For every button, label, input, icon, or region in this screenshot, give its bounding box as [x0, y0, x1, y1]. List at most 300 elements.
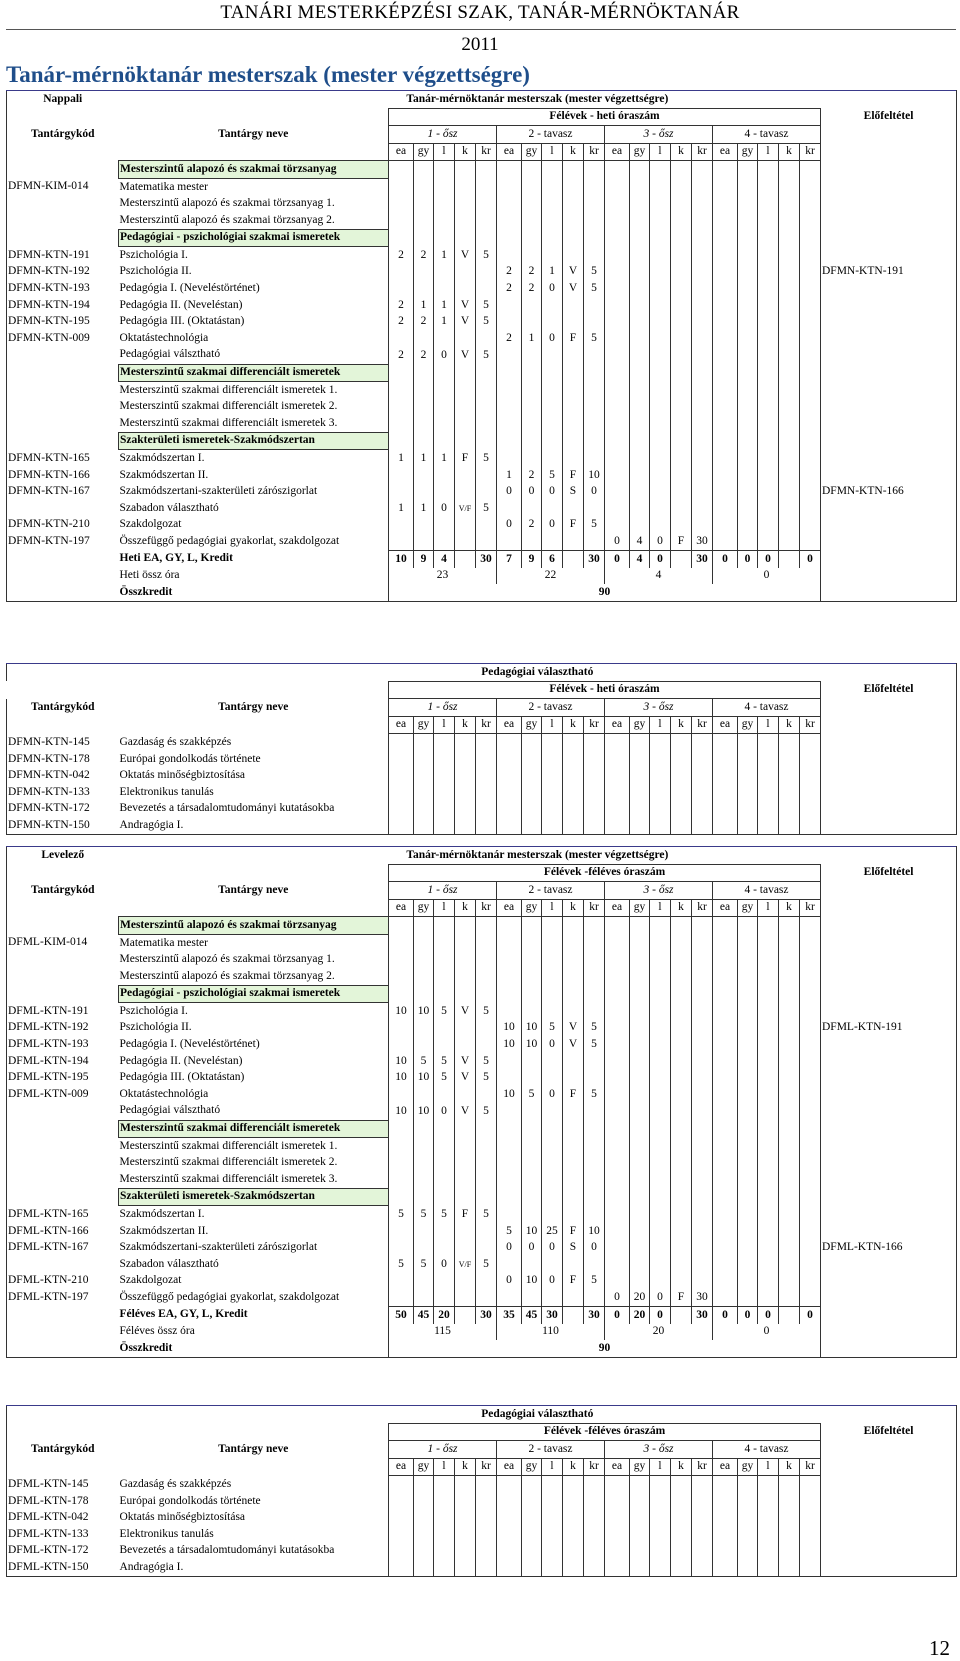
hours-cell — [713, 1188, 738, 1206]
hours-cell — [542, 364, 563, 382]
course-name: Bevezetés a társadalomtudományi kutatásokba — [119, 1544, 335, 1557]
hours-cell: 7 — [497, 551, 522, 568]
hours-cell — [434, 1086, 455, 1103]
hours-cell — [434, 517, 455, 534]
hours-cell — [563, 801, 584, 818]
hours-cell — [800, 1256, 821, 1273]
semester-label: 3 - ősz — [605, 882, 713, 900]
hours-cell — [476, 1037, 497, 1054]
hours-cell — [738, 467, 758, 484]
hours-cell — [522, 801, 542, 818]
hours-cell — [758, 1155, 779, 1172]
hours-cell — [414, 1188, 434, 1206]
hours-cell — [630, 1476, 650, 1493]
hours-cell — [542, 1206, 563, 1223]
course-code: DFML-KTN-009 — [7, 1086, 119, 1103]
hours-cell — [476, 264, 497, 281]
elective-title: Pedagógiai választható — [119, 664, 957, 682]
hours-cell — [671, 1493, 692, 1510]
hours-cell — [738, 330, 758, 347]
hours-cell: 0 — [542, 517, 563, 534]
hours-cell — [800, 517, 821, 534]
hours-cell — [671, 467, 692, 484]
hours-cell — [476, 817, 497, 834]
hours-cell — [779, 1086, 800, 1103]
course-code — [7, 415, 119, 432]
hours-cell — [671, 1037, 692, 1054]
course-code — [7, 568, 119, 585]
subcolumn-label: l — [434, 716, 455, 734]
hours-cell — [758, 484, 779, 501]
hours-cell — [389, 968, 414, 985]
hours-cell — [605, 196, 630, 213]
hours-cell — [630, 1510, 650, 1527]
hours-cell: V/F — [455, 1256, 476, 1273]
hours-cell: 30 — [542, 1307, 563, 1324]
hours-cell — [692, 1053, 713, 1070]
hours-cell: 5 — [497, 1223, 522, 1240]
hours-cell — [584, 382, 605, 399]
hours-cell — [800, 734, 821, 751]
hours-cell — [713, 281, 738, 298]
hours-cell — [650, 1155, 671, 1172]
hours-cell — [630, 1188, 650, 1206]
semesters-header: Félévek - heti óraszám — [389, 108, 821, 126]
hours-cell: 5 — [584, 330, 605, 347]
hours-cell — [650, 1037, 671, 1054]
hours-cell — [738, 196, 758, 213]
hours-cell — [414, 768, 434, 785]
course-name: Szakmódszertan II. — [119, 468, 209, 481]
hours-cell — [542, 314, 563, 331]
semester-label: 4 - tavasz — [713, 1441, 821, 1459]
hours-cell — [713, 314, 738, 331]
code-header: Tantárgykód — [7, 1441, 119, 1459]
hours-cell: 5 — [414, 1256, 434, 1273]
hours-cell — [455, 212, 476, 229]
subcolumn-label: ea — [389, 899, 414, 917]
hours-cell: 0 — [584, 484, 605, 501]
hours-cell — [650, 1273, 671, 1290]
hours-cell — [738, 1003, 758, 1020]
hours-cell — [713, 952, 738, 969]
hours-cell — [584, 1138, 605, 1155]
subcolumn-label: k — [671, 143, 692, 161]
hours-cell: 10 — [497, 1037, 522, 1054]
hours-cell — [584, 801, 605, 818]
hours-cell — [800, 985, 821, 1003]
hours-cell — [650, 817, 671, 834]
hours-cell — [497, 917, 522, 935]
hours-cell — [455, 432, 476, 450]
hours-cell — [758, 968, 779, 985]
hours-cell: 2 — [389, 247, 414, 264]
hours-cell — [671, 500, 692, 517]
hours-cell — [497, 1526, 522, 1543]
hours-cell — [800, 751, 821, 768]
hours-cell: 2 — [389, 347, 414, 364]
hours-cell — [522, 347, 542, 364]
hours-cell: V — [455, 247, 476, 264]
hours-cell — [692, 212, 713, 229]
hours-cell — [476, 330, 497, 347]
hours-cell — [779, 450, 800, 467]
hours-cell — [434, 484, 455, 501]
course-code — [7, 551, 119, 568]
course-code: DFMN-KTN-195 — [7, 314, 119, 331]
hours-cell — [779, 1120, 800, 1138]
hours-cell — [738, 1171, 758, 1188]
hours-cell — [584, 212, 605, 229]
prerequisite — [821, 1206, 957, 1223]
hours-cell — [434, 985, 455, 1003]
hours-cell — [605, 347, 630, 364]
hours-cell — [605, 314, 630, 331]
hours-cell — [522, 1543, 542, 1560]
hours-cell: 0 — [650, 533, 671, 550]
hours-cell: 2 — [414, 247, 434, 264]
hours-cell — [692, 314, 713, 331]
hours-cell — [414, 432, 434, 450]
hours-cell — [650, 1559, 671, 1576]
hours-cell — [692, 281, 713, 298]
hours-cell: 50 — [389, 1307, 414, 1324]
hours-cell — [522, 178, 542, 195]
hours-cell — [563, 1526, 584, 1543]
hours-cell — [800, 1188, 821, 1206]
hours-cell — [671, 1476, 692, 1493]
hours-cell — [542, 734, 563, 751]
hours-cell: 5 — [389, 1206, 414, 1223]
hours-cell — [563, 382, 584, 399]
hours-cell: 6 — [542, 551, 563, 568]
subcolumn-label: k — [779, 143, 800, 161]
hours-cell — [779, 968, 800, 985]
hours-cell — [692, 484, 713, 501]
course-code: DFMN-KTN-197 — [7, 533, 119, 550]
hours-cell — [605, 917, 630, 935]
hours-cell — [584, 450, 605, 467]
hours-cell — [605, 1543, 630, 1560]
hours-cell — [476, 1493, 497, 1510]
hours-cell — [738, 382, 758, 399]
hours-cell — [455, 330, 476, 347]
hours-cell — [476, 1510, 497, 1527]
hours-cell — [389, 985, 414, 1003]
hours-cell — [779, 382, 800, 399]
hours-cell — [476, 382, 497, 399]
hours-cell — [692, 347, 713, 364]
hours-cell — [605, 1476, 630, 1493]
hours-cell — [414, 1223, 434, 1240]
hours-cell — [800, 533, 821, 550]
hours-cell — [758, 247, 779, 264]
hours-cell: V — [455, 347, 476, 364]
hours-cell — [630, 450, 650, 467]
hours-cell — [713, 212, 738, 229]
subcolumn-label: ea — [389, 1458, 414, 1476]
prerequisite — [821, 751, 957, 768]
subcolumn-label: ea — [497, 716, 522, 734]
hours-cell — [389, 1289, 414, 1306]
hours-cell — [476, 517, 497, 534]
hours-cell — [713, 330, 738, 347]
hours-cell — [584, 347, 605, 364]
hours-cell — [692, 1103, 713, 1120]
hours-cell — [671, 1307, 692, 1324]
hours-cell — [713, 229, 738, 247]
hours-cell — [522, 450, 542, 467]
hours-cell — [692, 801, 713, 818]
hours-cell — [563, 1559, 584, 1576]
hours-cell — [758, 178, 779, 195]
subcolumn-label: l — [758, 143, 779, 161]
hours-cell — [630, 917, 650, 935]
name-header: Tantárgy neve — [218, 700, 289, 713]
hours-cell — [650, 500, 671, 517]
hours-cell — [800, 1289, 821, 1306]
hours-cell: 5 — [476, 1103, 497, 1120]
hours-cell — [758, 1240, 779, 1257]
hours-cell — [414, 196, 434, 213]
subcolumn-label: kr — [800, 716, 821, 734]
hours-cell — [758, 196, 779, 213]
hours-cell — [779, 934, 800, 951]
hours-cell — [650, 1526, 671, 1543]
hours-cell: 10 — [414, 1070, 434, 1087]
semester-label: 1 - ősz — [389, 699, 497, 717]
hours-cell — [563, 751, 584, 768]
hours-cell — [563, 533, 584, 550]
hours-cell — [713, 264, 738, 281]
hours-cell — [414, 1037, 434, 1054]
hours-cell: 0 — [497, 517, 522, 534]
hours-cell — [497, 1053, 522, 1070]
hours-cell — [584, 1543, 605, 1560]
hours-cell — [650, 801, 671, 818]
course-code — [7, 364, 119, 382]
course-code — [7, 985, 119, 1003]
prerequisite-header: Előfeltétel — [821, 681, 957, 699]
subcolumn-label: ea — [605, 716, 630, 734]
semester-label: 1 - ősz — [389, 126, 497, 144]
hours-cell — [758, 1493, 779, 1510]
hours-cell — [630, 934, 650, 951]
hours-cell — [605, 1493, 630, 1510]
hours-cell — [713, 1070, 738, 1087]
hours-cell — [455, 415, 476, 432]
hours-cell — [738, 1020, 758, 1037]
hours-cell: S — [563, 1240, 584, 1257]
course-code — [7, 1103, 119, 1120]
hours-cell — [434, 1476, 455, 1493]
total-hours: 115 — [389, 1324, 497, 1341]
hours-cell: 1 — [434, 314, 455, 331]
hours-cell — [692, 229, 713, 247]
hours-cell: V/F — [455, 500, 476, 517]
course-name: Szakmódszertani-szakterületi zárószigorlat — [119, 485, 318, 498]
hours-cell: 4 — [630, 533, 650, 550]
hours-cell — [630, 1138, 650, 1155]
hours-cell — [389, 1037, 414, 1054]
hours-cell — [455, 801, 476, 818]
hours-cell — [758, 1086, 779, 1103]
hours-cell — [434, 1526, 455, 1543]
hours-cell — [738, 1086, 758, 1103]
hours-cell — [692, 952, 713, 969]
hours-cell — [414, 1020, 434, 1037]
hours-cell — [738, 1543, 758, 1560]
subcolumn-label: k — [563, 899, 584, 917]
hours-cell — [800, 212, 821, 229]
semester-label: 2 - tavasz — [497, 882, 605, 900]
hours-cell — [779, 1103, 800, 1120]
hours-cell — [713, 1273, 738, 1290]
hours-cell — [630, 801, 650, 818]
hours-cell — [389, 1559, 414, 1576]
hours-cell — [738, 784, 758, 801]
hours-cell — [414, 467, 434, 484]
hours-cell — [476, 281, 497, 298]
hours-cell — [738, 314, 758, 331]
hours-cell — [389, 432, 414, 450]
hours-cell — [630, 1206, 650, 1223]
prerequisite: DFMN-KTN-166 — [821, 484, 957, 501]
hours-cell — [758, 1510, 779, 1527]
hours-cell — [476, 1120, 497, 1138]
hours-cell — [542, 1053, 563, 1070]
hours-cell — [522, 1510, 542, 1527]
hours-cell — [584, 934, 605, 951]
hours-cell — [542, 212, 563, 229]
hours-cell — [671, 212, 692, 229]
hours-cell — [497, 1103, 522, 1120]
levelezo-table — [6, 846, 957, 1358]
hours-cell — [455, 1476, 476, 1493]
hours-cell: 20 — [630, 1307, 650, 1324]
hours-cell — [497, 347, 522, 364]
hours-cell — [671, 281, 692, 298]
hours-cell — [758, 382, 779, 399]
hours-cell — [522, 432, 542, 450]
hours-cell — [630, 500, 650, 517]
subcolumn-label: kr — [584, 143, 605, 161]
hours-cell — [497, 364, 522, 382]
hours-cell: 0 — [542, 484, 563, 501]
subcolumn-label: kr — [692, 1458, 713, 1476]
hours-cell — [584, 1003, 605, 1020]
hours-cell: F — [455, 450, 476, 467]
hours-cell — [692, 1003, 713, 1020]
hours-cell: 5 — [584, 1037, 605, 1054]
hours-cell — [605, 1120, 630, 1138]
subcolumn-label: kr — [584, 899, 605, 917]
hours-cell — [692, 1206, 713, 1223]
course-code: DFML-KIM-014 — [7, 934, 119, 951]
hours-cell — [671, 330, 692, 347]
hours-cell — [455, 264, 476, 281]
hours-cell — [605, 247, 630, 264]
prerequisite — [821, 968, 957, 985]
hours-cell — [671, 247, 692, 264]
hours-cell — [800, 1138, 821, 1155]
hours-cell — [389, 784, 414, 801]
hours-cell — [542, 968, 563, 985]
subcolumn-label: l — [758, 716, 779, 734]
hours-cell — [522, 297, 542, 314]
hours-cell — [800, 382, 821, 399]
hours-cell: 1 — [497, 467, 522, 484]
hours-cell — [389, 1493, 414, 1510]
hours-cell — [414, 1510, 434, 1527]
hours-cell — [713, 297, 738, 314]
hours-cell — [522, 212, 542, 229]
hours-cell — [455, 517, 476, 534]
hours-cell — [713, 1053, 738, 1070]
hours-cell — [497, 934, 522, 951]
hours-cell — [497, 1155, 522, 1172]
group-heading: Mesterszintű szakmai differenciált ismeretek — [119, 1120, 389, 1138]
subcolumn-label: gy — [522, 143, 542, 161]
hours-cell — [800, 450, 821, 467]
hours-cell — [692, 1223, 713, 1240]
course-code: DFMN-KTN-042 — [7, 768, 119, 785]
hours-cell — [542, 985, 563, 1003]
hours-cell — [650, 1070, 671, 1087]
course-name: Mesterszintű szakmai differenciált ismeretek 1. — [119, 1139, 338, 1152]
hours-cell — [692, 382, 713, 399]
hours-cell — [692, 450, 713, 467]
hours-cell — [389, 1273, 414, 1290]
total-hours: 4 — [605, 568, 713, 585]
subcolumn-label: gy — [630, 143, 650, 161]
subcolumn-label: ea — [497, 899, 522, 917]
hours-cell — [455, 178, 476, 195]
hours-cell — [630, 968, 650, 985]
hours-cell — [522, 364, 542, 382]
course-code: DFML-KTN-178 — [7, 1493, 119, 1510]
hours-cell — [563, 817, 584, 834]
hours-cell: 30 — [692, 1289, 713, 1306]
semester-label: 3 - ősz — [605, 1441, 713, 1459]
hours-cell — [584, 1120, 605, 1138]
subcolumn-label: l — [758, 899, 779, 917]
hours-cell — [758, 1476, 779, 1493]
hours-cell: 1 — [522, 330, 542, 347]
hours-cell — [758, 399, 779, 416]
hours-cell — [692, 247, 713, 264]
hours-cell — [738, 751, 758, 768]
hours-cell — [563, 450, 584, 467]
hours-cell — [455, 399, 476, 416]
hours-cell — [389, 264, 414, 281]
hours-cell: 10 — [414, 1003, 434, 1020]
course-name: Mesterszintű szakmai differenciált ismeretek 2. — [119, 1156, 338, 1169]
hours-cell: 2 — [389, 314, 414, 331]
hours-cell — [800, 1206, 821, 1223]
hours-cell: 30 — [476, 1307, 497, 1324]
hours-cell: V — [563, 1037, 584, 1054]
hours-cell: 0 — [542, 1037, 563, 1054]
course-name: Bevezetés a társadalomtudományi kutatásokba — [119, 802, 335, 815]
hours-cell — [738, 1206, 758, 1223]
prerequisite — [821, 1526, 957, 1543]
hours-cell — [800, 178, 821, 195]
course-code — [7, 382, 119, 399]
code-header: Tantárgykód — [7, 699, 119, 717]
hours-cell: S — [563, 484, 584, 501]
hours-cell — [738, 1070, 758, 1087]
